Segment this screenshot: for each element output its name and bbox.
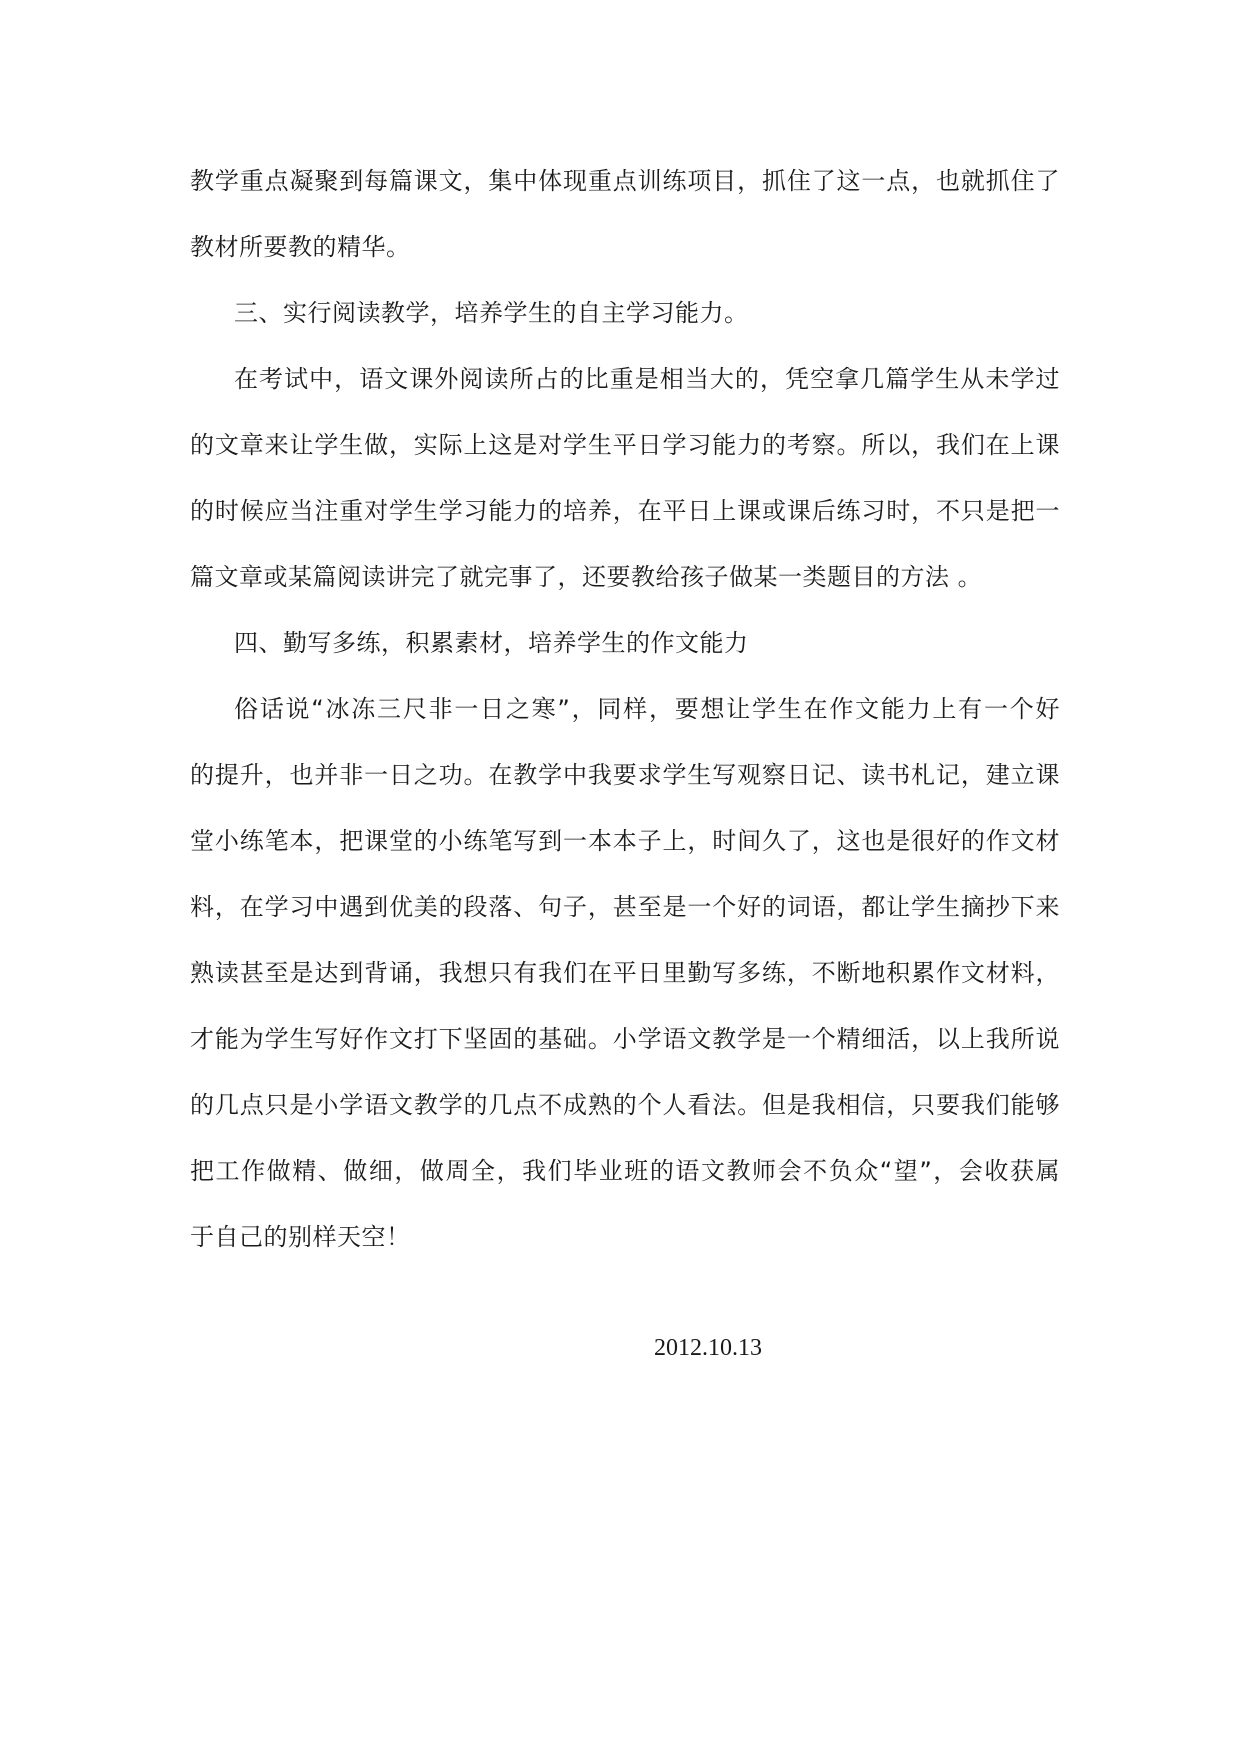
text-line: 教学重点凝聚到每篇课文，集中体现重点训练项目，抓住了这一点，也就抓住了 bbox=[190, 167, 1060, 195]
text-line: 在考试中，语文课外阅读所占的比重是相当大的，凭空拿几篇学生从未学过 bbox=[234, 365, 1060, 393]
text-line: 的提升，也并非一日之功。在教学中我要求学生写观察日记、读书札记，建立课 bbox=[190, 761, 1060, 789]
text-line: 的文章来让学生做，实际上这是对学生平日学习能力的考察。所以，我们在上课 bbox=[190, 431, 1060, 459]
paragraph-continued bbox=[190, 148, 1060, 280]
text-line: 篇文章或某篇阅读讲完了就完事了，还要教给孩子做某一类题目的方法 。 bbox=[190, 563, 983, 591]
paragraph bbox=[190, 676, 1060, 1270]
text-line: 于自己的别样天空！ bbox=[190, 1223, 411, 1251]
text-line: 的几点只是小学语文教学的几点不成熟的个人看法。但是我相信，只要我们能够 bbox=[190, 1091, 1060, 1119]
paragraph bbox=[190, 346, 1060, 610]
text-line: 俗话说“冰冻三尺非一日之寒”，同样，要想让学生在作文能力上有一个好 bbox=[234, 695, 1060, 723]
text-line: 把工作做精、做细，做周全，我们毕业班的语文教师会不负众“望”，会收获属 bbox=[190, 1157, 1060, 1185]
section-heading-3 bbox=[190, 280, 1060, 346]
text-line: 熟读甚至是达到背诵，我想只有我们在平日里勤写多练，不断地积累作文材料， bbox=[190, 959, 1060, 987]
heading-line: 三、实行阅读教学，培养学生的自主学习能力。 bbox=[234, 299, 749, 327]
text-line: 教材所要教的精华。 bbox=[190, 233, 411, 261]
section-heading-4 bbox=[190, 610, 1060, 676]
text-line: 才能为学生写好作文打下坚固的基础。小学语文教学是一个精细活，以上我所说 bbox=[190, 1025, 1060, 1053]
body-text bbox=[190, 148, 1060, 1270]
heading-line: 四、勤写多练，积累素材，培养学生的作文能力 bbox=[234, 629, 749, 657]
text-line: 的时候应当注重对学生学习能力的培养，在平日上课或课后练习时，不只是把一 bbox=[190, 497, 1060, 525]
date-line: 2012.10.13 bbox=[654, 1335, 762, 1361]
text-line: 料，在学习中遇到优美的段落、句子，甚至是一个好的词语，都让学生摘抄下来 bbox=[190, 893, 1060, 921]
text-line: 堂小练笔本，把课堂的小练笔写到一本本子上，时间久了，这也是很好的作文材 bbox=[190, 827, 1060, 855]
